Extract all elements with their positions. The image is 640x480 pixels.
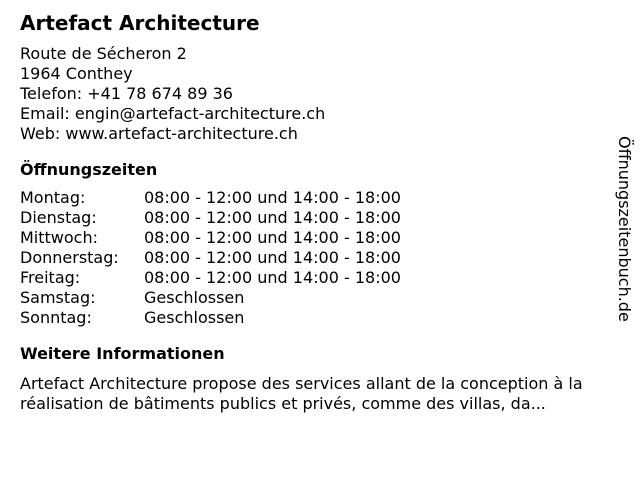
- email-address: Email: engin@artefact-architecture.ch: [20, 104, 326, 123]
- time-value: Geschlossen: [144, 288, 245, 307]
- contact-block: [20, 44, 610, 144]
- hours-heading: Öffnungszeiten: [20, 160, 158, 179]
- phone-number: Telefon: +41 78 674 89 36: [20, 84, 233, 103]
- day-label: Freitag:: [20, 268, 81, 287]
- opening-hours-table: [20, 188, 401, 328]
- hours-row-thursday: [20, 248, 401, 268]
- description-text: Artefact Architecture propose des services allant de la conception à la réalisation de bâtiments publics et privés, comme des villas, da...: [20, 374, 583, 413]
- company-name: Artefact Architecture: [20, 11, 260, 35]
- time-value: 08:00 - 12:00 und 14:00 - 18:00: [144, 188, 401, 207]
- day-label: Donnerstag:: [20, 248, 119, 267]
- site-watermark-label: Öffnungszeitenbuch.de: [615, 136, 634, 322]
- website: Web: www.artefact-architecture.ch: [20, 124, 298, 143]
- hours-row-wednesday: [20, 228, 401, 248]
- info-heading: Weitere Informationen: [20, 344, 225, 363]
- time-value: Geschlossen: [144, 308, 245, 327]
- hours-row-saturday: [20, 288, 401, 308]
- day-label: Sonntag:: [20, 308, 92, 327]
- hours-row-sunday: [20, 308, 401, 328]
- hours-row-monday: [20, 188, 401, 208]
- day-label: Samstag:: [20, 288, 96, 307]
- street-address: Route de Sécheron 2: [20, 44, 187, 63]
- day-label: Dienstag:: [20, 208, 97, 227]
- day-label: Mittwoch:: [20, 228, 98, 247]
- hours-row-tuesday: [20, 208, 401, 228]
- city-address: 1964 Conthey: [20, 64, 133, 83]
- business-card: [20, 10, 610, 414]
- time-value: 08:00 - 12:00 und 14:00 - 18:00: [144, 208, 401, 227]
- day-label: Montag:: [20, 188, 86, 207]
- hours-row-friday: [20, 268, 401, 288]
- time-value: 08:00 - 12:00 und 14:00 - 18:00: [144, 228, 401, 247]
- time-value: 08:00 - 12:00 und 14:00 - 18:00: [144, 268, 401, 287]
- time-value: 08:00 - 12:00 und 14:00 - 18:00: [144, 248, 401, 267]
